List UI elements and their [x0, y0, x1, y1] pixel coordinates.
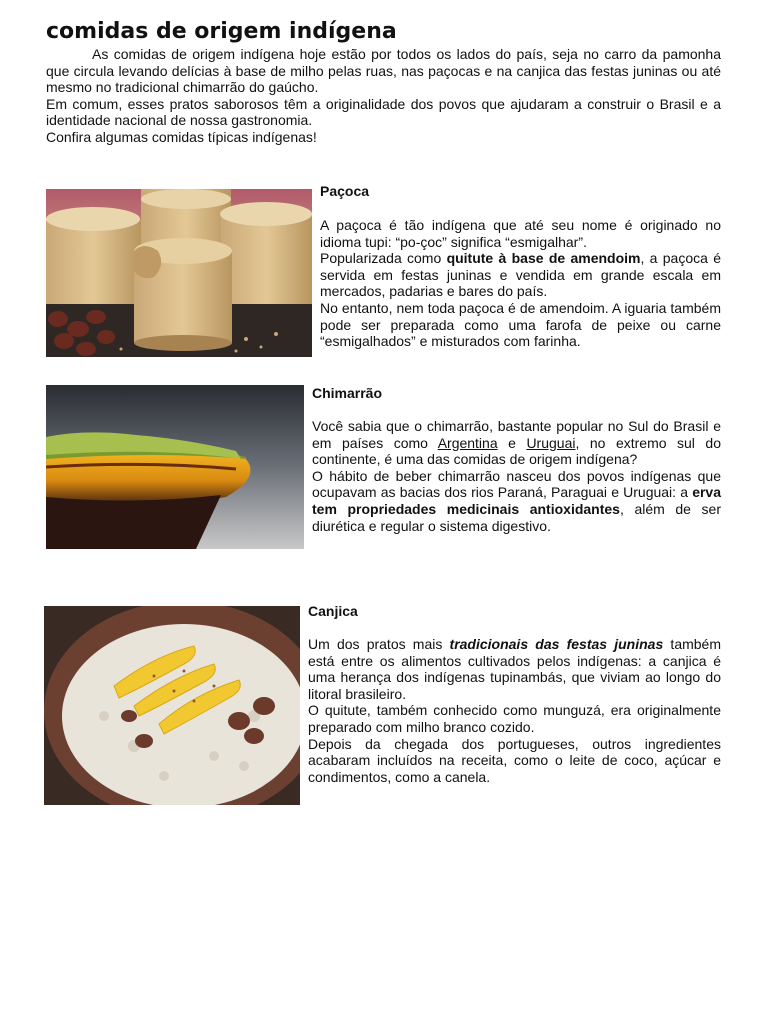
section-heading: Chimarrão — [312, 385, 383, 401]
canjica-paragraph: Depois da chegada dos portugueses, outros ingredientes acabaram incluídos na receita, como o leite de coco, açúcar e condimentos, como a canela. — [308, 735, 721, 785]
chimarrao-paragraph: Você sabia que o chimarrão, bastante popular no Sul do Brasil e em países como Argentina e Uruguai, no extremo sul do continente, é uma das comidas de origem indígena? — [312, 418, 722, 468]
pacoca-photo — [46, 189, 312, 357]
canjica-paragraph: O quitute, também conhecido como munguzá, era originalmente preparado com milho branco cozido. — [308, 702, 721, 735]
chimarrao-paragraph: O hábito de beber chimarrão nasceu dos povos indígenas que ocupavam as bacias dos rios Paraná, Paraguai e Uruguai: a erva tem propriedades medicinais antioxidantes, além de ser diurética e regular o sistema digestivo. — [312, 467, 721, 534]
pacoca-paragraph: A paçoca é tão indígena que até seu nome é originado no idioma tupi: “po-çoc” significa “esmigalhar”. — [320, 217, 721, 250]
section-heading: Canjica — [308, 603, 358, 619]
page-title: comidas de origem indígena — [46, 19, 397, 44]
intro-paragraph: Confira algumas comidas típicas indígenas! — [46, 128, 317, 145]
link-uruguai[interactable]: Uruguai — [526, 434, 576, 451]
canjica-paragraph: Um dos pratos mais tradicionais das festas juninas também está entre os alimentos cultivados pelos indígenas: a canjica é uma herança dos indígenas tupinambás, que viviam ao longo do litoral brasileiro. — [308, 636, 721, 702]
bold-text: tradicionais das festas juninas — [449, 636, 664, 652]
section-pacoca — [46, 183, 721, 357]
bold-text: quitute à base de amendoim — [446, 250, 641, 267]
section-heading: Paçoca — [320, 183, 370, 199]
pacoca-paragraph: No entanto, nem toda paçoca é de amendoim. A iguaria também pode ser preparada como uma farofa de peixe ou carne “esmigalhados” e misturados com farinha. — [320, 299, 721, 350]
canjica-photo — [44, 606, 300, 805]
intro-text — [46, 46, 721, 146]
link-argentina[interactable]: Argentina — [437, 434, 498, 451]
section-chimarrao — [46, 385, 721, 549]
intro-paragraph: As comidas de origem indígena hoje estão por todos os lados do país, seja no carro da pamonha que circula levando delícias à base de milho pelas ruas, nas paçocas e na canjica das festas juninas ou até mesmo no tradicional chimarrão do gaúcho. — [46, 46, 721, 96]
section-canjica — [44, 603, 721, 805]
bold-text: erva tem propriedades medicinais antioxidantes — [312, 484, 721, 517]
pacoca-paragraph: Popularizada como quitute à base de amendoim, a paçoca é servida em festas juninas e vendida em grande escala em mercados, padarias e bares do país. — [320, 250, 721, 300]
intro-paragraph: Em comum, esses pratos saborosos têm a originalidade dos povos que ajudaram a construir o Brasil e a identidade nacional de nossa gastronomia. — [46, 95, 721, 129]
chimarrao-photo — [46, 385, 304, 549]
